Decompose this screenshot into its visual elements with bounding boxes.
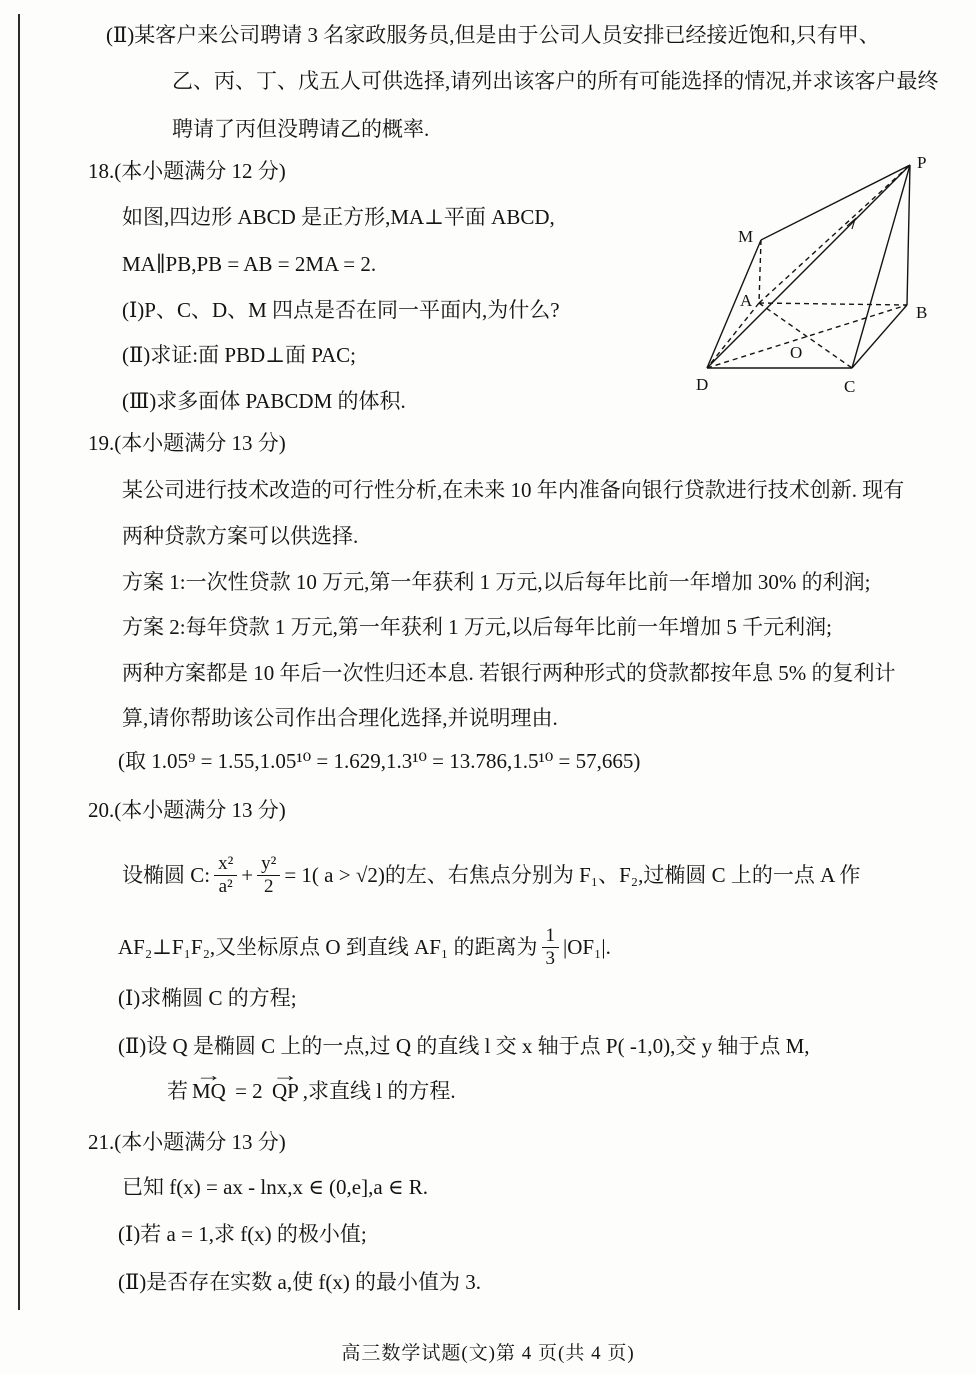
- figure-label-A: A: [740, 291, 753, 310]
- q18-part2: (Ⅱ)求证:面 PBD⊥面 PAC;: [122, 343, 356, 367]
- q19-line3: 两种方案都是 10 年后一次性归还本息. 若银行两种形式的贷款都按年息 5% 的复利计: [122, 661, 896, 685]
- q20-part1: (Ⅰ)求椭圆 C 的方程;: [118, 986, 297, 1010]
- q20-part2: (Ⅱ)设 Q 是椭圆 C 上的一点,过 Q 的直线 l 交 x 轴于点 P( -1,0),交 y 轴于点 M,: [118, 1034, 810, 1058]
- q20-vector-mid: = 2: [235, 1079, 263, 1103]
- q20-distance-line: [118, 918, 611, 976]
- q21-header: 21.(本小题满分 13 分): [88, 1130, 286, 1154]
- q21-line1: 已知 f(x) = ax - lnx,x ∈ (0,e],a ∈ R.: [122, 1175, 428, 1199]
- q19-header: 19.(本小题满分 13 分): [88, 431, 286, 455]
- vector-QP: → QP: [270, 1078, 301, 1104]
- plus-sign: +: [241, 862, 254, 887]
- figure-label-D: D: [696, 375, 709, 394]
- q18-line1: 如图,四边形 ABCD 是正方形,MA⊥平面 ABCD,: [122, 205, 555, 229]
- q17-part2-line3: 聘请了丙但没聘请乙的概率.: [172, 117, 430, 141]
- q18-line2: MA∥PB,PB = AB = 2MA = 2.: [122, 252, 377, 276]
- fraction-1-3: [542, 926, 560, 969]
- fraction-numerator: x²: [214, 854, 237, 876]
- figure-label-C: C: [844, 377, 856, 396]
- fraction-y2-2: [257, 854, 280, 897]
- q20-ellipse-pre: 设椭圆 C:: [122, 862, 211, 887]
- q17-part2-line2: 乙、丙、丁、戊五人可供选择,请列出该客户的所有可能选择的情况,并求该客户最终: [172, 69, 939, 93]
- figure-label-B: B: [916, 303, 928, 322]
- q18-figure: [672, 140, 972, 405]
- q17-part2-line1: (Ⅱ)某客户来公司聘请 3 名家政服务员,但是由于公司人员安排已经接近饱和,只有甲、: [106, 23, 880, 47]
- q20-vector-post: ,求直线 l 的方程.: [302, 1079, 456, 1103]
- page-footer: 高三数学试题(文)第 4 页(共 4 页): [341, 1343, 635, 1364]
- fraction-denominator: 3: [545, 947, 555, 969]
- vector-MQ: → MQ: [190, 1078, 228, 1104]
- q20-distance-post: |OF₁|.: [563, 934, 611, 959]
- figure-label-O: O: [790, 343, 803, 362]
- fraction-x2-a2: [214, 854, 237, 897]
- q19-line2: 两种贷款方案可以供选择.: [122, 524, 359, 548]
- q19-line1: 某公司进行技术改造的可行性分析,在未来 10 年内准备向银行贷款进行技术创新. 现有: [122, 478, 905, 502]
- scan-border-line: [18, 14, 20, 1310]
- q20-ellipse-post: = 1( a > √2)的左、右焦点分别为 F₁、F₂,过椭圆 C 上的一点 A 作: [284, 862, 861, 887]
- q19-line4: 算,请你帮助该公司作出合理化选择,并说明理由.: [122, 706, 558, 730]
- q18-figure-svg: [672, 140, 972, 400]
- q19-plan1: 方案 1:一次性贷款 10 万元,第一年获利 1 万元,以后每年比前一年增加 30% 的利润;: [122, 570, 871, 594]
- fraction-numerator: y²: [257, 854, 280, 876]
- q20-distance-pre: AF₂⊥F₁F₂,又坐标原点 O 到直线 AF₁ 的距离为: [118, 934, 538, 959]
- q20-header: 20.(本小题满分 13 分): [88, 798, 286, 822]
- fraction-denominator: a²: [218, 875, 233, 897]
- figure-label-M: M: [738, 227, 754, 246]
- q19-given-values: (取 1.05⁹ = 1.55,1.05¹⁰ = 1.629,1.3¹⁰ = 13.786,1.5¹⁰ = 57,665): [118, 749, 641, 773]
- q18-part1: (Ⅰ)P、C、D、M 四点是否在同一平面内,为什么?: [122, 298, 560, 322]
- fraction-denominator: 2: [263, 875, 274, 897]
- q21-part2: (Ⅱ)是否存在实数 a,使 f(x) 的最小值为 3.: [118, 1270, 482, 1294]
- q18-part3: (Ⅲ)求多面体 PABCDM 的体积.: [122, 389, 406, 413]
- q19-plan2: 方案 2:每年贷款 1 万元,第一年获利 1 万元,以后每年比前一年增加 5 千元利润;: [122, 615, 832, 639]
- figure-label-P: P: [917, 153, 927, 172]
- q20-part2-vector-line: [167, 1078, 456, 1104]
- q20-vector-pre: 若: [167, 1079, 188, 1103]
- fraction-numerator: 1: [542, 926, 560, 948]
- q20-ellipse-line: [122, 835, 860, 915]
- q18-header: 18.(本小题满分 12 分): [88, 159, 286, 183]
- q21-part1: (Ⅰ)若 a = 1,求 f(x) 的极小值;: [118, 1222, 367, 1246]
